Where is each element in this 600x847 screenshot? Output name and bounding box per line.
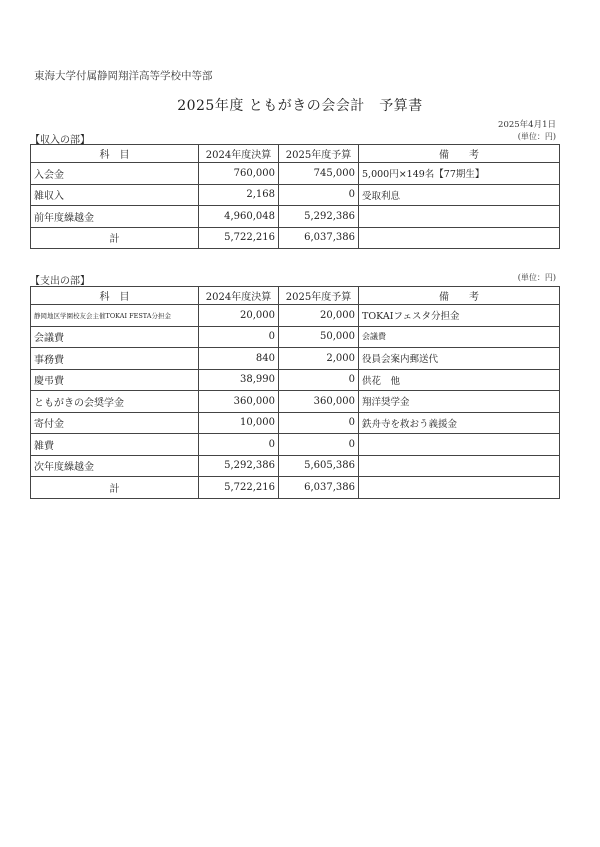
row-budget: 5,292,386: [279, 206, 359, 228]
row-settled: 840: [199, 348, 279, 370]
row-item: 慶弔費: [31, 369, 199, 391]
total-note: [359, 227, 560, 249]
table-row: [31, 434, 560, 456]
total-settled: 5,722,216: [199, 227, 279, 249]
table-row: [31, 305, 560, 327]
total-label: 計: [31, 477, 199, 499]
table-row: [31, 412, 560, 434]
total-row: [31, 227, 560, 249]
row-budget: 0: [279, 369, 359, 391]
row-budget: 0: [279, 184, 359, 206]
column-header-note: 備 考: [359, 145, 560, 163]
row-settled: 0: [199, 326, 279, 348]
row-budget: 745,000: [279, 163, 359, 185]
row-note: 受取利息: [359, 184, 560, 206]
expense-section-label: 【支出の部】: [30, 276, 90, 287]
document-title: 2025年度 ともがきの会会計 予算書: [177, 98, 423, 114]
table-row: [31, 391, 560, 413]
row-item: 寄付金: [31, 412, 199, 434]
row-note: 供花 他: [359, 369, 560, 391]
row-note: [359, 206, 560, 228]
row-note: 会議費: [359, 326, 560, 348]
total-settled: 5,722,216: [199, 477, 279, 499]
row-settled: 760,000: [199, 163, 279, 185]
income-unit: (単位：円): [517, 132, 556, 141]
column-header-settled: 2024年度決算: [199, 287, 279, 305]
row-budget: 0: [279, 434, 359, 456]
expense-unit: (単位：円): [517, 273, 556, 282]
row-budget: 0: [279, 412, 359, 434]
row-settled: 5,292,386: [199, 455, 279, 477]
expense-table: [30, 286, 560, 499]
column-header-note: 備 考: [359, 287, 560, 305]
row-item: 入会金: [31, 163, 199, 185]
column-header-item: 科 目: [31, 287, 199, 305]
row-note: [359, 434, 560, 456]
income-header-row: [31, 145, 560, 163]
column-header-item: 科 目: [31, 145, 199, 163]
row-settled: 2,168: [199, 184, 279, 206]
row-item: 雑費: [31, 434, 199, 456]
row-item: 事務費: [31, 348, 199, 370]
row-budget: 5,605,386: [279, 455, 359, 477]
row-item: 静岡地区学園校友会主催TOKAI FESTA分担金: [31, 305, 199, 327]
expense-header-row: [31, 287, 560, 305]
table-row: [31, 348, 560, 370]
row-budget: 50,000: [279, 326, 359, 348]
document-date: 2025年4月1日: [498, 120, 556, 130]
row-note: 鉄舟寺を救おう義援金: [359, 412, 560, 434]
table-row: [31, 184, 560, 206]
income-section-label: 【収入の部】: [30, 135, 90, 146]
row-budget: 360,000: [279, 391, 359, 413]
table-row: [31, 455, 560, 477]
total-budget: 6,037,386: [279, 477, 359, 499]
table-row: [31, 163, 560, 185]
row-item: 雑収入: [31, 184, 199, 206]
table-row: [31, 326, 560, 348]
row-settled: 38,990: [199, 369, 279, 391]
column-header-budget: 2025年度予算: [279, 145, 359, 163]
total-row: [31, 477, 560, 499]
column-header-budget: 2025年度予算: [279, 287, 359, 305]
row-note: 役員会案内郵送代: [359, 348, 560, 370]
row-settled: 4,960,048: [199, 206, 279, 228]
income-table: [30, 144, 560, 249]
row-note: 翔洋奨学金: [359, 391, 560, 413]
row-item: ともがきの会奨学金: [31, 391, 199, 413]
total-note: [359, 477, 560, 499]
row-settled: 20,000: [199, 305, 279, 327]
table-row: [31, 206, 560, 228]
row-settled: 0: [199, 434, 279, 456]
school-name: 東海大学付属静岡翔洋高等学校中等部: [34, 70, 213, 82]
row-item: 前年度繰越金: [31, 206, 199, 228]
row-budget: 2,000: [279, 348, 359, 370]
row-settled: 360,000: [199, 391, 279, 413]
row-note: 5,000円×149名【77期生】: [359, 163, 560, 185]
column-header-settled: 2024年度決算: [199, 145, 279, 163]
table-row: [31, 369, 560, 391]
row-item: 次年度繰越金: [31, 455, 199, 477]
row-note: [359, 455, 560, 477]
row-budget: 20,000: [279, 305, 359, 327]
total-label: 計: [31, 227, 199, 249]
row-note: TOKAIフェスタ分担金: [359, 305, 560, 327]
row-item: 会議費: [31, 326, 199, 348]
row-settled: 10,000: [199, 412, 279, 434]
total-budget: 6,037,386: [279, 227, 359, 249]
